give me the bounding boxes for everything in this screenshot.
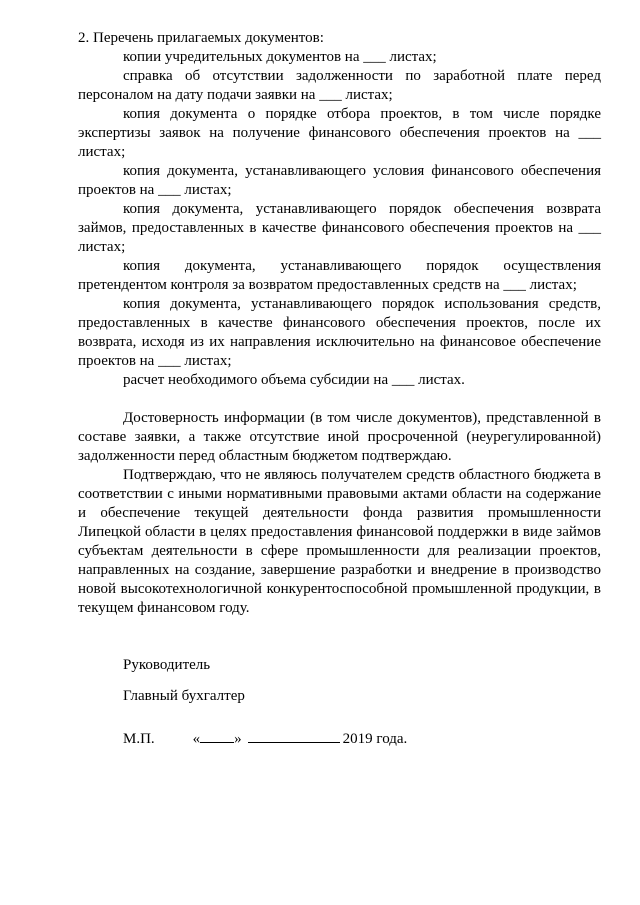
stamp-date-line — [78, 730, 601, 749]
accountant-signature-label: Главный бухгалтер — [123, 688, 245, 704]
confirmation-paragraph: Подтверждаю, что не являюсь получателем средств областного бюджета в соответствии с иными нормативными правовыми актами области на содержание и обеспечение текущей деятельности фонда развития промышленности Липецкой области в целях предоставления финансовой поддержки в виде займов субъектам деятельности в сфере промышленности для реализации проектов, направленных на создание, завершение разработки и внедрение в производство новой высокотехнологичной конкурентоспособной промышленной продукции, в текущем финансовом году. — [78, 467, 601, 616]
list-item: копия документа, устанавливающего порядок обеспечения возврата займов, предоставленных в качестве финансового обеспечения проектов на ___ листах; — [78, 201, 601, 255]
head-signature-label: Руководитель — [123, 657, 211, 673]
list-item: справка об отсутствии задолженности по заработной плате перед персоналом на дату подачи заявки на ___ листах; — [78, 68, 601, 103]
month-blank — [248, 730, 340, 743]
list-item: копии учредительных документов на ___ листах; — [123, 49, 437, 65]
confirmation-paragraph: Достоверность информации (в том числе документов), представленной в составе заявки, а также отсутствие иной просроченной (неурегулированной) задолженности перед областным бюджетом подтверждаю. — [78, 410, 601, 464]
day-blank — [200, 730, 234, 743]
list-item: расчет необходимого объема субсидии на ___ листах. — [123, 372, 465, 388]
list-item: копия документа о порядке отбора проектов, в том числе порядке экспертизы заявок на получение финансового обеспечения проектов на ___ листах; — [78, 106, 601, 160]
section-title: 2. Перечень прилагаемых документов: — [78, 30, 324, 46]
year-text: 2019 года. — [342, 731, 408, 747]
document-page — [78, 29, 601, 749]
quote-close: » — [234, 731, 242, 747]
list-item: копия документа, устанавливающего порядок использования средств, предоставленных в качестве финансового обеспечения проектов, после их возврата, исходя из их направления исключительно на финансовое обеспечение проектов на ___ листах; — [78, 296, 601, 369]
quote-open: « — [192, 731, 201, 747]
list-item: копия документа, устанавливающего порядок осуществления претендентом контроля за возвратом предоставленных средств на ___ листах; — [78, 258, 601, 293]
stamp-label: М.П. — [123, 731, 155, 747]
list-item: копия документа, устанавливающего условия финансового обеспечения проектов на ___ листах; — [78, 163, 601, 198]
